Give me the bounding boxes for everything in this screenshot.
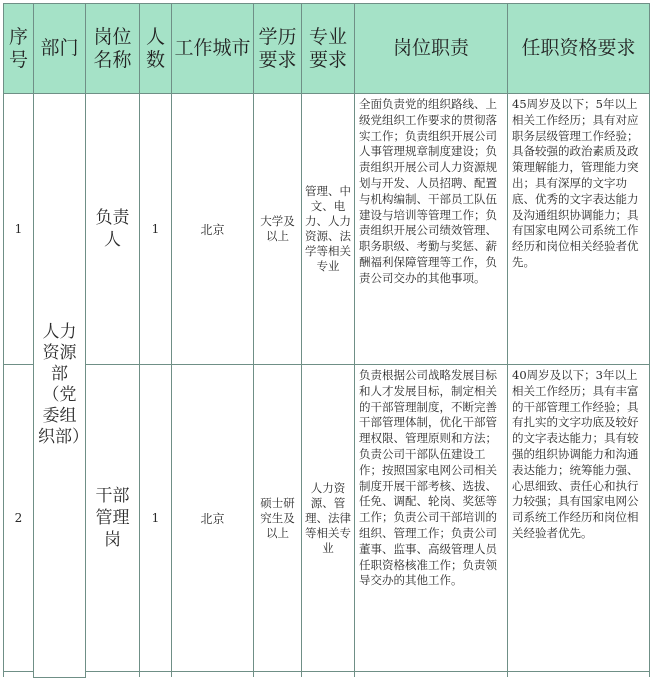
header-city: 工作城市 bbox=[172, 4, 254, 94]
row-position: 干部管理岗 bbox=[86, 365, 140, 672]
row-major: 管理、中文、电力、人力资源、法学等相关专业 bbox=[302, 94, 355, 365]
row-seq: 1 bbox=[4, 94, 34, 365]
row-count: 1 bbox=[140, 94, 172, 365]
department-cell: 人力资源部（党委组织部） bbox=[34, 94, 86, 678]
header-qualifications: 任职资格要求 bbox=[508, 4, 650, 94]
row-education: 硕士研究生及以上 bbox=[254, 365, 302, 672]
header-row bbox=[4, 4, 650, 94]
table-row-partial bbox=[4, 672, 650, 678]
row-qualifications: 40周岁及以下；3年以上相关工作经历；具有丰富的干部管理工作经验；具有扎实的文字功底及较好的文字表达能力；具有较强的组织协调能力和沟通表达能力；统筹能力强、心思细致、责任心和执行力较强；具有国家电网公司系统工作经历和岗位相关经验者优先。 bbox=[508, 365, 650, 672]
header-major: 专业要求 bbox=[302, 4, 355, 94]
row-qualifications: 45周岁及以下；5年以上相关工作经历；具有对应职务层级管理工作经验；具备较强的政治素质及政策理解能力，管理能力突出；具有深厚的文字功底、优秀的文字表达能力及沟通组织协调能力；具有国家电网公司系统工作经历和岗位相关经验者优先。 bbox=[508, 94, 650, 365]
row-duties: 负责根据公司战略发展目标和人才发展目标，制定相关的干部管理制度，不断完善干部管理体制，优化干部管理权限、管理原则和方法；负责公司干部队伍建设工作；按照国家电网公司相关制度开展干部考核、选拔、任免、调配、轮岗、奖惩等工作；负责公司干部培训的组织、管理工作；负责公司董事、监事、高级管理人员任职资格核准工作；负责领导交办的其他工作。 bbox=[355, 365, 508, 672]
header-position: 岗位名称 bbox=[86, 4, 140, 94]
header-seq: 序号 bbox=[4, 4, 34, 94]
row-seq: 2 bbox=[4, 365, 34, 672]
row-count: 1 bbox=[140, 365, 172, 672]
table-row bbox=[4, 365, 650, 672]
header-duties: 岗位职责 bbox=[355, 4, 508, 94]
header-education: 学历要求 bbox=[254, 4, 302, 94]
row-position: 负责人 bbox=[86, 94, 140, 365]
header-department: 部门 bbox=[34, 4, 86, 94]
job-table bbox=[3, 3, 650, 678]
table-row bbox=[4, 94, 650, 365]
row-city: 北京 bbox=[172, 365, 254, 672]
row-city: 北京 bbox=[172, 94, 254, 365]
row-major: 人力资源、管理、法律等相关专业 bbox=[302, 365, 355, 672]
row-duties: 全面负责党的组织路线、上级党组织工作要求的贯彻落实工作；负责组织开展公司人事管理规章制度建设；负责组织开展公司人力资源规划与开发、人员招聘、配置与机构编制、干部员工队伍建设与培训等管理工作；负责组织开展公司绩效管理、职务职级、考勤与奖惩、薪酬福利保障管理等工作，负责公司交办的其他事项。 bbox=[355, 94, 508, 365]
header-count: 人数 bbox=[140, 4, 172, 94]
row-education: 大学及以上 bbox=[254, 94, 302, 365]
